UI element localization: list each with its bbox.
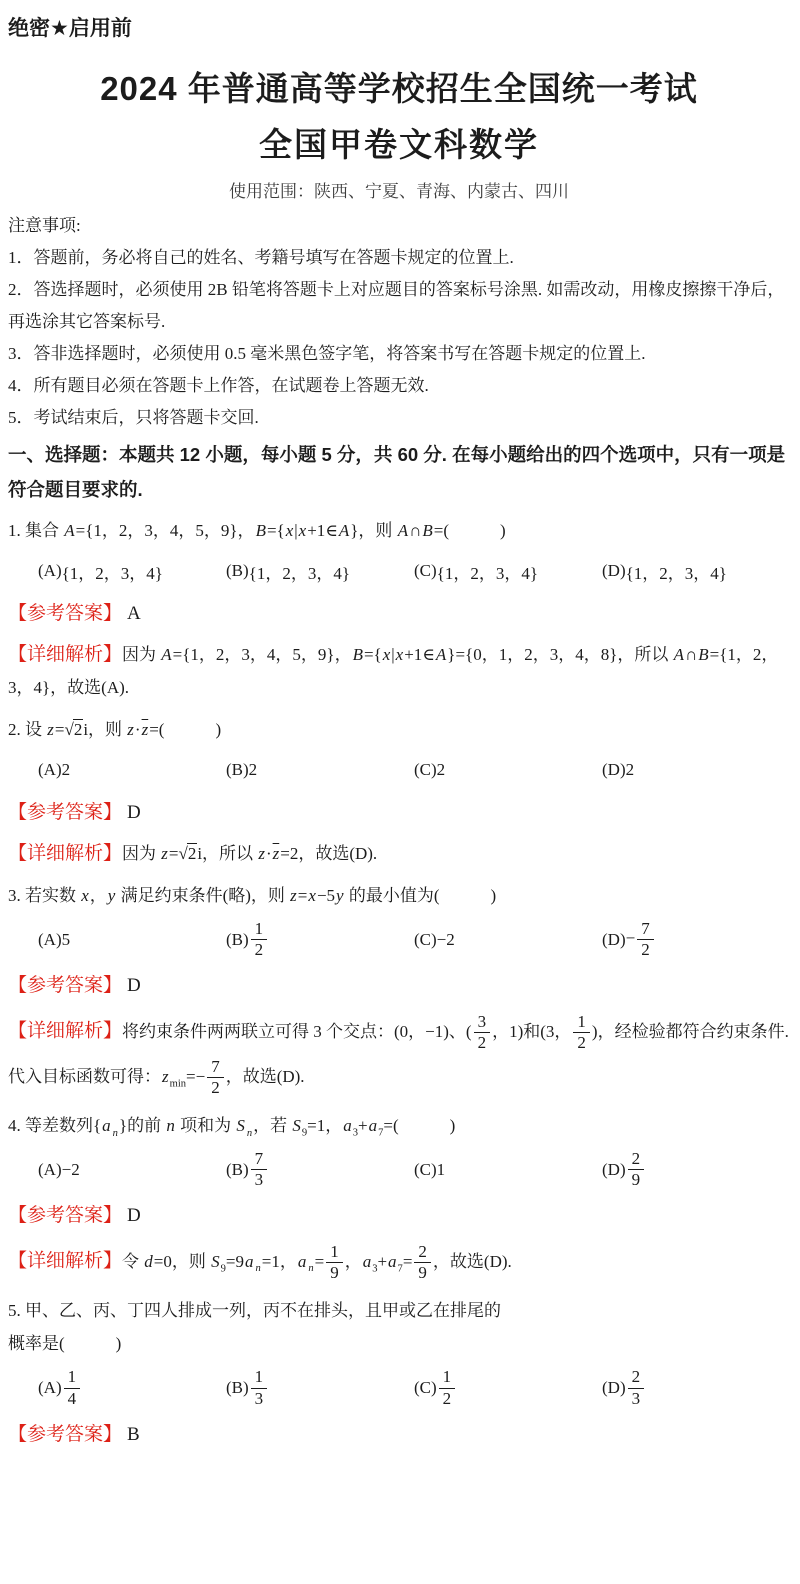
fraction: $\frac{2}{3}$ bbox=[628, 1366, 645, 1409]
options-row bbox=[8, 1365, 790, 1410]
option-value: {1，2，3，4} bbox=[436, 563, 538, 583]
option-cell bbox=[38, 930, 226, 950]
options-row bbox=[8, 552, 790, 590]
notice-list bbox=[8, 242, 790, 434]
option-value bbox=[249, 917, 270, 962]
option-label: (B) bbox=[226, 760, 249, 779]
option-cell bbox=[38, 760, 226, 780]
exam-title-line2: 全国甲卷文科数学 bbox=[259, 126, 539, 163]
question-stem: 2. 设 z=√2i，则 $z\cdot\overline{z}=$( ) bbox=[8, 720, 222, 739]
option-cell bbox=[38, 1160, 226, 1180]
fraction: $\frac{2}{9}$ bbox=[414, 1241, 431, 1284]
math-variable: a bbox=[297, 1251, 307, 1271]
options-row bbox=[8, 751, 790, 789]
math-variable: y bbox=[336, 886, 344, 905]
notice-title: 注意事项: bbox=[8, 216, 81, 235]
analysis-content: 因为 z=√2i，所以 $z\cdot\overline{z}=2$，故选(D). bbox=[122, 844, 378, 863]
answer-line bbox=[8, 1199, 790, 1233]
math-variable: A bbox=[397, 521, 409, 540]
answer-line bbox=[8, 796, 790, 830]
option-cell bbox=[602, 760, 790, 780]
math-variable: d bbox=[144, 1251, 153, 1271]
option-label: (A) bbox=[38, 1378, 62, 1398]
option-cell bbox=[602, 917, 790, 962]
math-variable: x bbox=[308, 886, 316, 905]
question-block bbox=[8, 514, 790, 704]
math-variable: x bbox=[298, 521, 307, 540]
answer-line bbox=[8, 597, 790, 631]
math-variable: a bbox=[368, 1116, 378, 1136]
answer-value: D bbox=[127, 1205, 141, 1227]
fraction: $\frac{1}{3}$ bbox=[251, 1366, 268, 1409]
fraction: $\frac{1}{2}$ bbox=[439, 1366, 456, 1409]
math-variable: z bbox=[127, 720, 134, 739]
subscript: n bbox=[112, 1127, 118, 1139]
option-value: {1，2，3，4} bbox=[625, 563, 727, 583]
option-label: (C) bbox=[414, 1378, 437, 1398]
math-variable: A bbox=[64, 521, 75, 540]
analysis-label: 【详细解析】 bbox=[8, 1250, 123, 1272]
option-cell bbox=[226, 1147, 414, 1192]
math-variable: x bbox=[395, 645, 404, 664]
option-value bbox=[626, 1365, 647, 1410]
question-stem: 3. 若实数 x，y 满足约束条件(略)，则 z=x−5y 的最小值为( ) bbox=[8, 886, 497, 905]
math-variable: A bbox=[161, 645, 172, 664]
math-variable: a bbox=[244, 1251, 254, 1271]
option-label: (C) bbox=[414, 1159, 437, 1179]
option-cell bbox=[38, 559, 226, 584]
question-block bbox=[8, 879, 790, 1100]
question-block bbox=[8, 1109, 790, 1285]
option-label: (C) bbox=[414, 929, 437, 949]
sqrt-radical: √2 bbox=[64, 720, 83, 739]
math-variable: S bbox=[236, 1116, 245, 1136]
option-cell bbox=[38, 1365, 226, 1410]
option-cell bbox=[414, 930, 602, 950]
math-variable: B bbox=[422, 521, 433, 540]
subscript: 7 bbox=[397, 1263, 403, 1275]
fraction: $\frac{7}{3}$ bbox=[251, 1148, 268, 1191]
option-cell bbox=[414, 1160, 602, 1180]
subscript: 3 bbox=[372, 1263, 378, 1275]
option-value bbox=[249, 1365, 270, 1410]
option-label: (A) bbox=[38, 760, 62, 779]
option-value: −2 bbox=[436, 929, 455, 949]
option-value: 1 bbox=[436, 1159, 446, 1179]
option-value bbox=[62, 1365, 83, 1410]
fraction: $\frac{2}{9}$ bbox=[628, 1148, 645, 1191]
math-variable: B bbox=[255, 521, 266, 540]
math-variable: S bbox=[292, 1116, 301, 1136]
math-variable: x bbox=[382, 645, 391, 664]
option-label: (D) bbox=[602, 1378, 626, 1398]
answer-label: 【参考答案】 bbox=[8, 802, 123, 823]
analysis-paragraph bbox=[8, 638, 790, 704]
subscript: n bbox=[255, 1263, 261, 1275]
math-variable: a bbox=[102, 1116, 111, 1136]
subscript: 3 bbox=[352, 1127, 358, 1139]
option-value: − $\frac{7}{2}$ bbox=[626, 917, 656, 962]
notice-item: 5．考试结束后，只将答题卡交回. bbox=[8, 408, 259, 427]
math-variable: z bbox=[290, 886, 297, 905]
section-header: 一、选择题：本题共 12 小题，每小题 5 分，共 60 分. 在每小题给出的四个选项中，只有一项是符合题目要求的. bbox=[8, 444, 786, 500]
option-value: 2 bbox=[248, 760, 258, 779]
option-value: 5 bbox=[61, 929, 71, 949]
option-cell bbox=[226, 559, 414, 584]
option-label: (B) bbox=[226, 1378, 249, 1398]
math-variable: x bbox=[285, 521, 294, 540]
option-cell bbox=[414, 1365, 602, 1410]
classification-banner: 绝密★启用前 bbox=[8, 17, 132, 40]
option-value: {1，2，3，4} bbox=[61, 563, 163, 583]
math-variable: B bbox=[352, 645, 363, 664]
math-variable: y bbox=[107, 886, 116, 905]
sqrt-radical: √2 bbox=[178, 844, 197, 863]
option-label: (C) bbox=[414, 760, 437, 779]
option-label: (D) bbox=[602, 760, 626, 779]
option-label: (D) bbox=[602, 929, 626, 949]
option-label: (A) bbox=[38, 929, 62, 949]
question-block bbox=[8, 713, 790, 870]
fraction: $\frac{1}{2}$ bbox=[573, 1011, 590, 1054]
option-label: (B) bbox=[226, 1159, 249, 1179]
option-value bbox=[626, 1147, 647, 1192]
option-label: (A) bbox=[38, 561, 62, 580]
option-value: 2 bbox=[61, 760, 71, 779]
scope-note: 使用范围：陕西、宁夏、青海、内蒙古、四川 bbox=[229, 182, 569, 201]
answer-line bbox=[8, 1418, 790, 1452]
question-stem: 5. 甲、乙、丙、丁四人排成一列，丙不在排头，且甲或乙在排尾的 概率是( ) bbox=[8, 1301, 501, 1354]
math-variable: z bbox=[258, 844, 265, 863]
fraction: $\frac{7}{2}$ bbox=[207, 1056, 224, 1099]
subscript: min bbox=[169, 1078, 187, 1090]
question-stem: 4. 等差数列{a $_n$}的前 n 项和为 S $_n$，若 $S_9=1$，$a_3+a_7=$( ) bbox=[8, 1116, 456, 1139]
subscript: 7 bbox=[378, 1127, 384, 1139]
analysis-content: 将约束条件两两联立可得 3 个交点：(0，−1)、( $\frac{3}{2}$ ，1)和(3， $\frac{1}{2}$ )，经检验都符合约束条件. 代入目标函数可得：$z_{min}=-$ $\frac{7}{2}$ ，故选(D). bbox=[8, 1022, 789, 1086]
math-variable: a bbox=[388, 1251, 397, 1271]
option-label: (C) bbox=[414, 561, 437, 580]
subscript: 9 bbox=[301, 1127, 308, 1139]
fraction: $\frac{1}{2}$ bbox=[251, 918, 268, 961]
math-variable: z bbox=[161, 844, 168, 863]
option-label: (A) bbox=[38, 1159, 62, 1179]
analysis-paragraph bbox=[8, 1240, 790, 1285]
notice-item: 2．答选择题时，必须使用 2B 铅笔将答题卡上对应题目的答案标号涂黑. 如需改动，用橡皮擦擦干净后，再选涂其它答案标号. bbox=[8, 280, 785, 331]
option-label: (D) bbox=[602, 561, 626, 580]
option-cell bbox=[602, 559, 790, 584]
overline-conjugate: $\overline{z}$ bbox=[141, 720, 149, 739]
math-variable: A bbox=[435, 645, 447, 664]
option-value bbox=[249, 1147, 270, 1192]
option-label: (B) bbox=[226, 561, 249, 580]
math-variable: A bbox=[338, 521, 350, 540]
analysis-label: 【详细解析】 bbox=[8, 1020, 123, 1042]
exam-title-line1: 2024 年普通高等学校招生全国统一考试 bbox=[100, 70, 698, 107]
math-variable: A bbox=[673, 645, 684, 664]
fraction: $\frac{3}{2}$ bbox=[474, 1011, 491, 1054]
options-row bbox=[8, 1147, 790, 1192]
answer-label: 【参考答案】 bbox=[8, 1205, 123, 1227]
notice-item: 4．所有题目必须在答题卡上作答，在试题卷上答题无效. bbox=[8, 376, 429, 395]
answer-value: D bbox=[127, 802, 141, 823]
analysis-paragraph bbox=[8, 837, 790, 870]
analysis-content: 令 d=0，则 $S_9=9a$ $_n$=1，a $_n$= $\frac{1}{9}$ ，$a_3+a_7=$ $\frac{2}{9}$ ，故选(D). bbox=[122, 1252, 512, 1271]
fraction: $\frac{1}{4}$ bbox=[64, 1366, 81, 1409]
option-value: {1，2，3，4} bbox=[248, 563, 350, 583]
options-row bbox=[8, 917, 790, 962]
answer-value: B bbox=[127, 1423, 140, 1445]
math-variable: x bbox=[81, 886, 89, 905]
option-value: 2 bbox=[436, 760, 446, 779]
option-cell bbox=[414, 559, 602, 584]
option-value: −2 bbox=[61, 1159, 80, 1179]
option-cell bbox=[414, 760, 602, 780]
math-variable: n bbox=[166, 1116, 175, 1136]
analysis-label: 【详细解析】 bbox=[8, 843, 123, 864]
subscript: 9 bbox=[220, 1263, 226, 1275]
answer-label: 【参考答案】 bbox=[8, 975, 123, 997]
question-stem: 1. 集合 A={1，2，3，4，5，9}，B={x|x+1∈A}，则 A∩B=( ) bbox=[8, 521, 506, 540]
analysis-content: 因为 A={1，2，3，4，5，9}，B={x|x+1∈A}={0，1，2，3，4，8}，所以 A∩B={1，2，3，4}，故选(A). bbox=[8, 645, 779, 697]
option-value bbox=[437, 1365, 458, 1410]
analysis-paragraph bbox=[8, 1010, 790, 1100]
math-variable: B bbox=[698, 645, 709, 664]
notice-item: 1．答题前，务必将自己的姓名、考籍号填写在答题卡规定的位置上. bbox=[8, 248, 514, 267]
question-list bbox=[8, 514, 790, 1452]
answer-line bbox=[8, 969, 790, 1003]
subscript: n bbox=[246, 1127, 253, 1139]
option-cell bbox=[602, 1365, 790, 1410]
answer-value: D bbox=[127, 975, 141, 997]
overline-conjugate: $\overline{z}$ bbox=[272, 844, 280, 863]
fraction: $\frac{7}{2}$ bbox=[637, 918, 654, 961]
answer-label: 【参考答案】 bbox=[8, 603, 123, 624]
math-variable: z bbox=[47, 720, 54, 739]
math-variable: a bbox=[362, 1251, 372, 1271]
answer-value: A bbox=[127, 603, 141, 624]
math-variable: S bbox=[211, 1251, 220, 1271]
math-variable: z bbox=[162, 1066, 169, 1086]
option-value: 2 bbox=[625, 760, 635, 779]
notice-item: 3．答非选择题时，必须使用 0.5 毫米黑色签字笔，将答案书写在答题卡规定的位置上. bbox=[8, 344, 646, 363]
fraction: $\frac{1}{9}$ bbox=[326, 1241, 343, 1284]
analysis-label: 【详细解析】 bbox=[8, 644, 123, 665]
option-cell bbox=[226, 1365, 414, 1410]
option-cell bbox=[602, 1147, 790, 1192]
subscript: n bbox=[308, 1263, 314, 1275]
math-variable: a bbox=[343, 1116, 352, 1136]
option-cell bbox=[226, 760, 414, 780]
answer-label: 【参考答案】 bbox=[8, 1423, 123, 1445]
question-block bbox=[8, 1294, 790, 1451]
option-label: (B) bbox=[226, 929, 249, 949]
option-cell bbox=[226, 917, 414, 962]
option-label: (D) bbox=[602, 1159, 626, 1179]
